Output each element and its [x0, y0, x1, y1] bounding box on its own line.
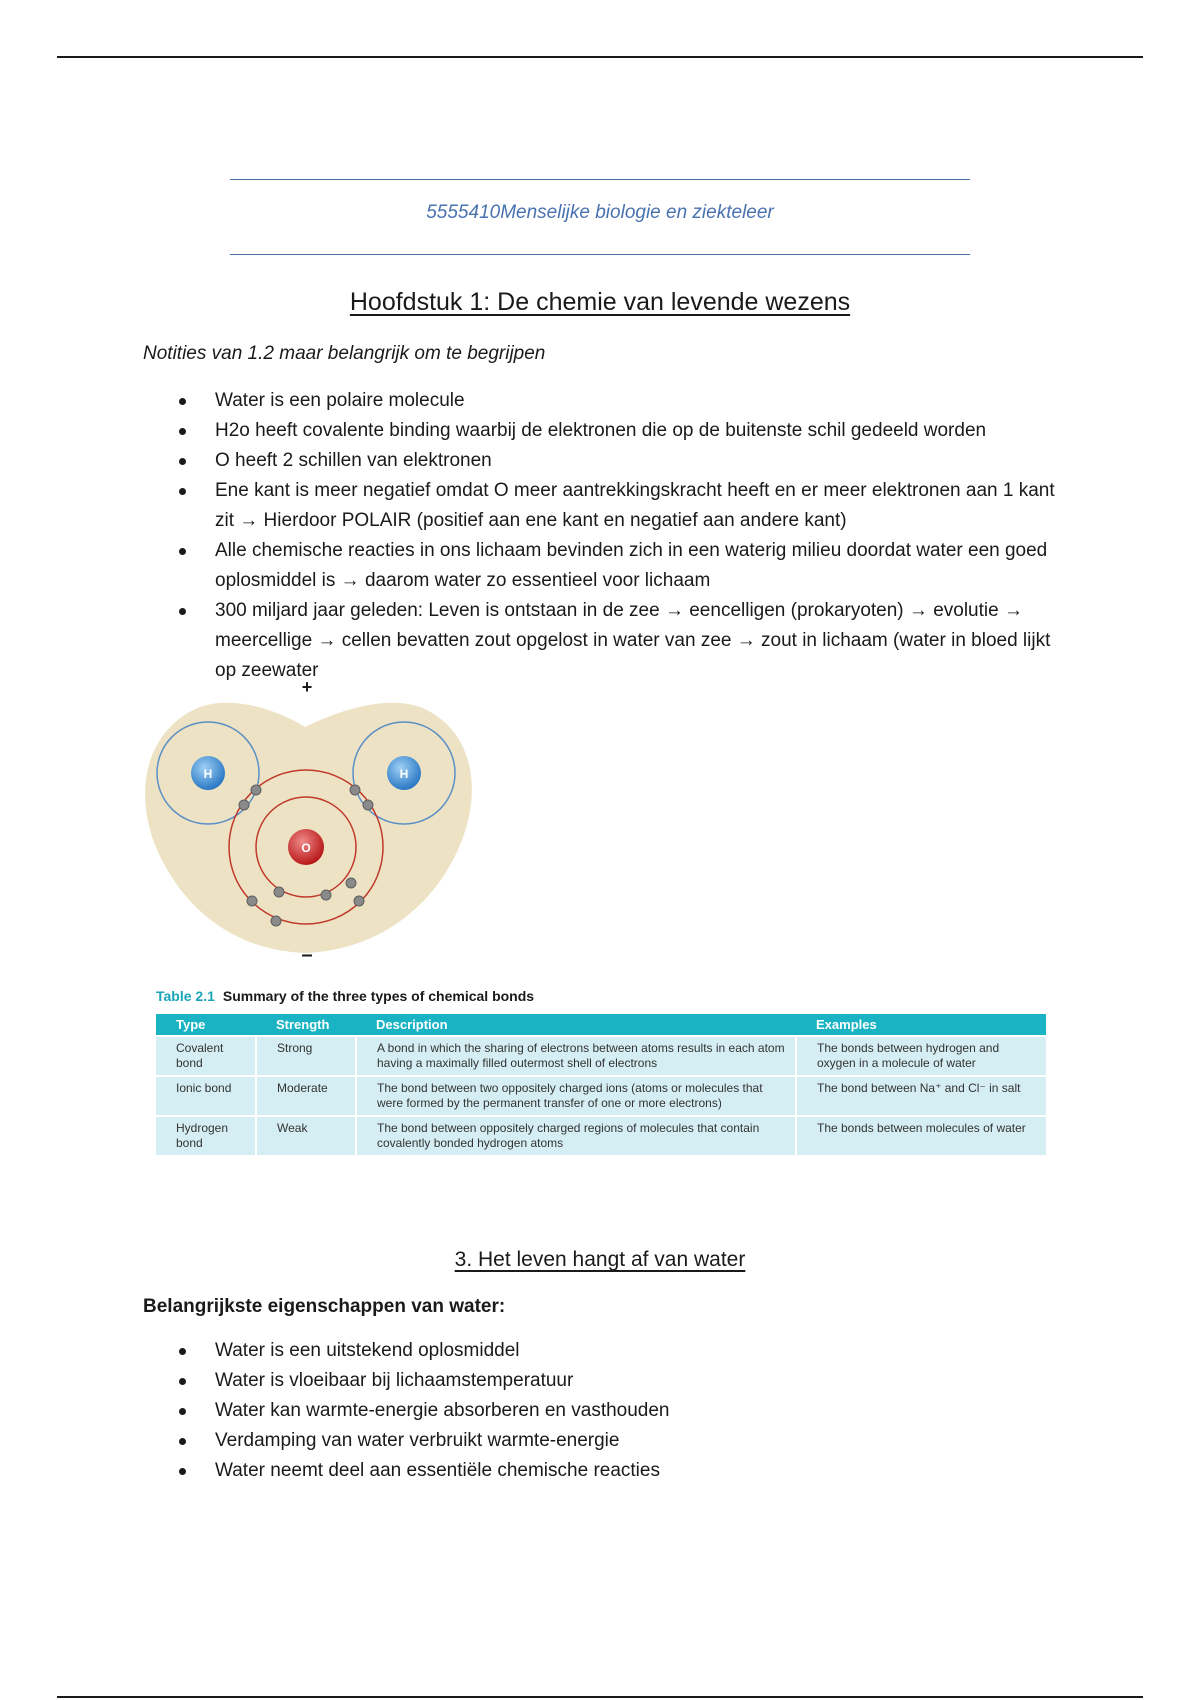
- list-item: Water is vloeibaar bij lichaamstemperatuur: [143, 1366, 1063, 1396]
- bullet-icon: [179, 1438, 186, 1445]
- table-row: Ionic bond Moderate The bond between two oppositely charged ions (atoms or molecules that were formed by the permanent transfer of one or more electrons) The bond between Na⁺ and Cl⁻ in salt: [156, 1076, 1046, 1116]
- table-caption-text: Summary of the three types of chemical bonds: [222, 988, 535, 1004]
- table-caption: [156, 988, 534, 1004]
- water-properties-list: [143, 1336, 1063, 1486]
- bullet-icon: [179, 1468, 186, 1475]
- bullet-icon: [179, 488, 186, 495]
- list-item: Verdamping van water verbruikt warmte-energie: [143, 1426, 1063, 1456]
- chapter-title: Hoofdstuk 1: De chemie van levende wezens: [349, 288, 851, 316]
- column-header-type: Type: [156, 1014, 256, 1036]
- hydrogen-label-right: H: [399, 767, 409, 781]
- list-item: Water is een polaire molecule: [143, 386, 1063, 416]
- oxygen-label: O: [301, 841, 311, 855]
- bullet-icon: [179, 1378, 186, 1385]
- table-row: Hydrogen bond Weak The bond between oppositely charged regions of molecules that contain covalently bonded hydrogen atoms The bonds between molecules of water: [156, 1116, 1046, 1155]
- bullet-icon: [179, 398, 186, 405]
- list-item: Water is een uitstekend oplosmiddel: [143, 1336, 1063, 1366]
- table-row: Covalent bond Strong A bond in which the sharing of electrons between atoms results in each atom having a maximally filled outermost shell of electrons The bonds between hydrogen and oxygen in a molecule of water: [156, 1036, 1046, 1076]
- bullet-icon: [179, 458, 186, 465]
- intro-note: Notities van 1.2 maar belangrijk om te begrijpen: [143, 343, 546, 364]
- bullet-icon: [179, 1348, 186, 1355]
- hydrogen-label-left: H: [203, 767, 213, 781]
- list-item: Alle chemische reacties in ons lichaam bevinden zich in een waterig milieu doordat water een goed oplosmiddel is → daarom water zo essentieel voor lichaam: [143, 536, 1063, 596]
- course-title: 5555410Menselijke biologie en ziekteleer: [426, 202, 774, 223]
- positive-pole-sign: +: [301, 677, 313, 697]
- bullet-icon: [179, 1408, 186, 1415]
- chemical-bonds-table: [156, 1014, 1046, 1155]
- notes-list: [143, 386, 1063, 686]
- list-item: H2o heeft covalente binding waarbij de elektronen die op de buitenste schil gedeeld worden: [143, 416, 1063, 446]
- course-header: [230, 179, 970, 255]
- bullet-icon: [179, 608, 186, 615]
- bottom-rule: [57, 1696, 1143, 1698]
- section-title: 3. Het leven hangt af van water: [454, 1248, 746, 1271]
- column-header-strength: Strength: [256, 1014, 356, 1036]
- top-rule: [57, 56, 1143, 58]
- bullet-icon: [179, 548, 186, 555]
- table-header-row: [156, 1014, 1046, 1036]
- list-item: O heeft 2 schillen van elektronen: [143, 446, 1063, 476]
- list-item: Water neemt deel aan essentiële chemische reacties: [143, 1456, 1063, 1486]
- list-item: Ene kant is meer negatief omdat O meer aantrekkingskracht heeft en er meer elektronen aan 1 kant zit → Hierdoor POLAIR (positief aan ene kant en negatief aan andere kant): [143, 476, 1063, 536]
- negative-pole-sign: –: [301, 944, 313, 966]
- electron-cloud: [145, 703, 472, 953]
- list-item: 300 miljard jaar geleden: Leven is ontstaan in de zee → eencelligen (prokaryoten) → evolutie → meercellige → cellen bevatten zout opgelost in water van zee → zout in lichaam (water in bloed lijkt op zeewater: [143, 596, 1063, 686]
- column-header-description: Description: [356, 1014, 796, 1036]
- bullet-icon: [179, 428, 186, 435]
- list-item: Water kan warmte-energie absorberen en vasthouden: [143, 1396, 1063, 1426]
- column-header-examples: Examples: [796, 1014, 1046, 1036]
- water-molecule-diagram: [140, 677, 480, 966]
- table-number: Table 2.1: [156, 988, 215, 1004]
- properties-heading: Belangrijkste eigenschappen van water:: [143, 1296, 506, 1317]
